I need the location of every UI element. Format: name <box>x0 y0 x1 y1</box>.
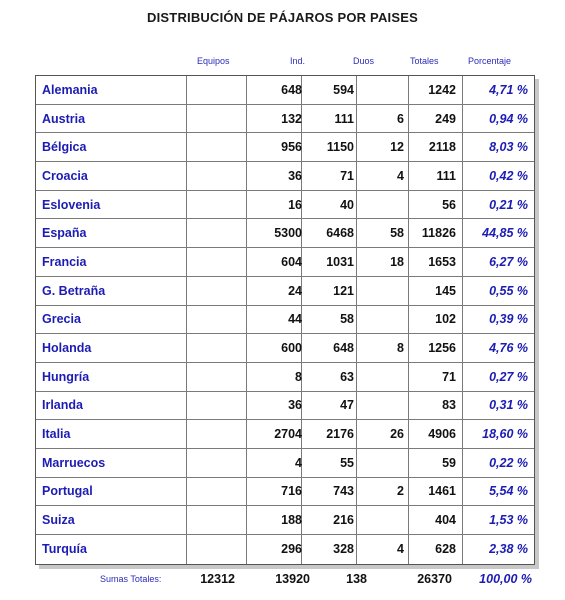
column-divider <box>462 449 463 477</box>
totals-label: Sumas Totales: <box>100 574 162 584</box>
column-divider <box>462 478 463 506</box>
cell-duos: 2 <box>397 484 404 499</box>
country-name: Marruecos <box>42 455 106 470</box>
table-row <box>36 506 534 535</box>
cell-porcentaje: 0,27 % <box>489 369 528 384</box>
column-divider <box>186 76 187 104</box>
column-divider <box>356 449 357 477</box>
column-divider <box>356 478 357 506</box>
column-divider <box>408 277 409 305</box>
column-divider <box>408 334 409 362</box>
column-divider <box>186 478 187 506</box>
cell-ind: 58 <box>340 312 354 327</box>
column-divider <box>356 76 357 104</box>
cell-porcentaje: 5,54 % <box>489 484 528 499</box>
country-name: Irlanda <box>42 398 83 413</box>
column-divider <box>186 191 187 219</box>
table-row <box>36 478 534 507</box>
table-row <box>36 105 534 134</box>
column-divider <box>408 133 409 161</box>
cell-ind: 743 <box>333 484 354 499</box>
country-name: Italia <box>42 427 71 442</box>
cell-totales: 59 <box>442 455 456 470</box>
cell-equipos: 716 <box>281 484 302 499</box>
country-name: Austria <box>42 111 86 126</box>
country-name: Turquía <box>42 542 87 557</box>
column-divider <box>246 392 247 420</box>
cell-equipos: 188 <box>281 513 302 528</box>
column-divider <box>246 133 247 161</box>
cell-equipos: 648 <box>281 82 302 97</box>
column-header-duos: Duos <box>353 56 375 66</box>
column-divider <box>408 506 409 534</box>
column-header-ind: Ind. <box>290 56 306 66</box>
totals-porcentaje: 100,00 % <box>479 572 532 586</box>
totals-equipos: 12312 <box>200 572 235 586</box>
cell-porcentaje: 0,31 % <box>489 398 528 413</box>
country-name: España <box>42 226 87 241</box>
column-divider <box>246 478 247 506</box>
distribution-table <box>35 75 535 565</box>
column-divider <box>356 420 357 448</box>
table-row <box>36 219 534 248</box>
cell-totales: 1242 <box>428 82 456 97</box>
table-row <box>36 277 534 306</box>
column-divider <box>186 162 187 190</box>
column-divider <box>246 105 247 133</box>
column-divider <box>186 535 187 564</box>
totals-ind: 13920 <box>275 572 310 586</box>
cell-ind: 111 <box>334 111 354 126</box>
table-row <box>36 449 534 478</box>
cell-porcentaje: 0,21 % <box>489 197 528 212</box>
cell-totales: 56 <box>442 197 456 212</box>
column-divider <box>462 506 463 534</box>
cell-porcentaje: 1,53 % <box>489 513 528 528</box>
column-divider <box>462 133 463 161</box>
column-divider <box>356 306 357 334</box>
column-divider <box>186 105 187 133</box>
cell-ind: 2176 <box>326 427 354 442</box>
column-divider <box>408 306 409 334</box>
column-divider <box>462 363 463 391</box>
table-row <box>36 133 534 162</box>
cell-totales: 71 <box>442 369 456 384</box>
column-header-porcentaje: Porcentaje <box>468 56 512 66</box>
table-row <box>36 334 534 363</box>
column-divider <box>246 191 247 219</box>
column-divider <box>246 506 247 534</box>
column-divider <box>356 277 357 305</box>
column-divider <box>462 105 463 133</box>
cell-porcentaje: 6,27 % <box>489 254 528 269</box>
column-divider <box>356 105 357 133</box>
cell-equipos: 44 <box>288 312 302 327</box>
column-divider <box>462 420 463 448</box>
column-header-equipos: Equipos <box>197 56 230 66</box>
totals-duos: 138 <box>346 572 367 586</box>
cell-equipos: 36 <box>288 398 302 413</box>
column-divider <box>408 478 409 506</box>
country-name: Eslovenia <box>42 197 101 212</box>
cell-totales: 249 <box>435 111 456 126</box>
column-divider <box>186 219 187 247</box>
column-divider <box>356 363 357 391</box>
cell-totales: 2118 <box>428 140 456 155</box>
cell-totales: 4906 <box>428 427 456 442</box>
column-divider <box>356 334 357 362</box>
cell-ind: 216 <box>333 513 354 528</box>
table-row <box>36 76 534 105</box>
cell-equipos: 36 <box>288 168 302 183</box>
cell-totales: 404 <box>435 513 456 528</box>
column-divider <box>246 248 247 276</box>
column-divider <box>356 191 357 219</box>
column-divider <box>408 248 409 276</box>
column-divider <box>462 392 463 420</box>
cell-equipos: 600 <box>281 341 302 356</box>
cell-porcentaje: 18,60 % <box>482 427 528 442</box>
cell-totales: 11826 <box>421 226 456 241</box>
cell-porcentaje: 44,85 % <box>482 226 528 241</box>
cell-ind: 1150 <box>326 140 354 155</box>
column-divider <box>408 162 409 190</box>
column-divider <box>186 420 187 448</box>
cell-porcentaje: 0,22 % <box>489 455 528 470</box>
column-divider <box>186 248 187 276</box>
column-divider <box>408 535 409 564</box>
country-name: Alemania <box>42 82 98 97</box>
column-divider <box>462 248 463 276</box>
cell-totales: 102 <box>435 312 456 327</box>
cell-porcentaje: 2,38 % <box>489 542 528 557</box>
cell-ind: 47 <box>340 398 354 413</box>
column-divider <box>186 334 187 362</box>
cell-ind: 594 <box>333 82 354 97</box>
cell-equipos: 604 <box>281 254 302 269</box>
cell-equipos: 16 <box>288 197 302 212</box>
cell-totales: 83 <box>442 398 456 413</box>
column-divider <box>356 535 357 564</box>
column-divider <box>408 105 409 133</box>
cell-ind: 40 <box>340 197 354 212</box>
column-divider <box>186 506 187 534</box>
column-divider <box>246 363 247 391</box>
column-divider <box>246 334 247 362</box>
cell-totales: 111 <box>436 168 456 183</box>
cell-duos: 6 <box>397 111 404 126</box>
cell-totales: 628 <box>435 542 456 557</box>
column-divider <box>462 162 463 190</box>
cell-ind: 328 <box>333 542 354 557</box>
column-divider <box>462 76 463 104</box>
cell-porcentaje: 0,55 % <box>489 283 528 298</box>
country-name: Bélgica <box>42 140 87 155</box>
column-divider <box>408 392 409 420</box>
cell-ind: 1031 <box>326 254 354 269</box>
cell-duos: 18 <box>390 254 404 269</box>
column-divider <box>356 392 357 420</box>
column-divider <box>186 133 187 161</box>
totals-totales: 26370 <box>417 572 452 586</box>
column-divider <box>462 219 463 247</box>
country-name: Croacia <box>42 168 88 183</box>
cell-totales: 1256 <box>428 341 456 356</box>
cell-porcentaje: 0,42 % <box>489 168 528 183</box>
cell-porcentaje: 0,94 % <box>489 111 528 126</box>
cell-duos: 8 <box>397 341 404 356</box>
column-divider <box>462 306 463 334</box>
table-row <box>36 191 534 220</box>
column-divider <box>186 449 187 477</box>
cell-ind: 648 <box>333 341 354 356</box>
column-divider <box>186 277 187 305</box>
cell-porcentaje: 8,03 % <box>489 140 528 155</box>
column-divider <box>186 363 187 391</box>
table-row <box>36 535 534 564</box>
country-name: G. Betraña <box>42 283 106 298</box>
cell-duos: 58 <box>390 226 404 241</box>
country-name: Grecia <box>42 312 81 327</box>
page-title: DISTRIBUCIÓN DE PÁJAROS POR PAISES <box>147 10 418 25</box>
cell-porcentaje: 0,39 % <box>489 312 528 327</box>
country-name: Hungría <box>42 369 90 384</box>
column-divider <box>462 277 463 305</box>
column-divider <box>356 248 357 276</box>
cell-ind: 63 <box>340 369 354 384</box>
cell-equipos: 24 <box>288 283 302 298</box>
country-name: Holanda <box>42 341 92 356</box>
column-divider <box>246 76 247 104</box>
cell-porcentaje: 4,71 % <box>489 82 528 97</box>
column-divider <box>462 334 463 362</box>
cell-equipos: 4 <box>295 455 302 470</box>
column-divider <box>462 535 463 564</box>
column-divider <box>246 277 247 305</box>
cell-duos: 4 <box>397 168 404 183</box>
column-divider <box>246 162 247 190</box>
cell-duos: 26 <box>390 427 404 442</box>
table-row <box>36 162 534 191</box>
column-divider <box>246 449 247 477</box>
cell-porcentaje: 4,76 % <box>489 341 528 356</box>
cell-ind: 55 <box>340 455 354 470</box>
cell-equipos: 2704 <box>274 427 302 442</box>
cell-duos: 4 <box>397 542 404 557</box>
cell-totales: 1653 <box>428 254 456 269</box>
column-divider <box>356 219 357 247</box>
column-divider <box>246 219 247 247</box>
country-name: Francia <box>42 254 87 269</box>
country-name: Suiza <box>42 513 75 528</box>
cell-ind: 6468 <box>326 226 354 241</box>
column-divider <box>408 191 409 219</box>
column-header-totales: Totales <box>410 56 439 66</box>
table-row <box>36 392 534 421</box>
column-divider <box>356 506 357 534</box>
cell-equipos: 296 <box>281 542 302 557</box>
column-divider <box>408 449 409 477</box>
cell-totales: 145 <box>435 283 456 298</box>
column-divider <box>356 133 357 161</box>
cell-totales: 1461 <box>428 484 456 499</box>
cell-equipos: 956 <box>281 140 302 155</box>
table-row <box>36 363 534 392</box>
table-row <box>36 248 534 277</box>
column-divider <box>356 162 357 190</box>
cell-equipos: 132 <box>281 111 302 126</box>
column-divider <box>408 76 409 104</box>
column-divider <box>246 306 247 334</box>
column-divider <box>408 363 409 391</box>
table-row <box>36 306 534 335</box>
cell-ind: 71 <box>340 168 354 183</box>
cell-equipos: 5300 <box>274 226 302 241</box>
column-divider <box>462 191 463 219</box>
country-name: Portugal <box>42 484 93 499</box>
cell-equipos: 8 <box>295 369 302 384</box>
cell-duos: 12 <box>390 140 404 155</box>
column-divider <box>246 535 247 564</box>
table-row <box>36 420 534 449</box>
column-divider <box>408 219 409 247</box>
cell-ind: 121 <box>333 283 354 298</box>
column-divider <box>186 306 187 334</box>
column-divider <box>408 420 409 448</box>
column-divider <box>246 420 247 448</box>
column-divider <box>186 392 187 420</box>
